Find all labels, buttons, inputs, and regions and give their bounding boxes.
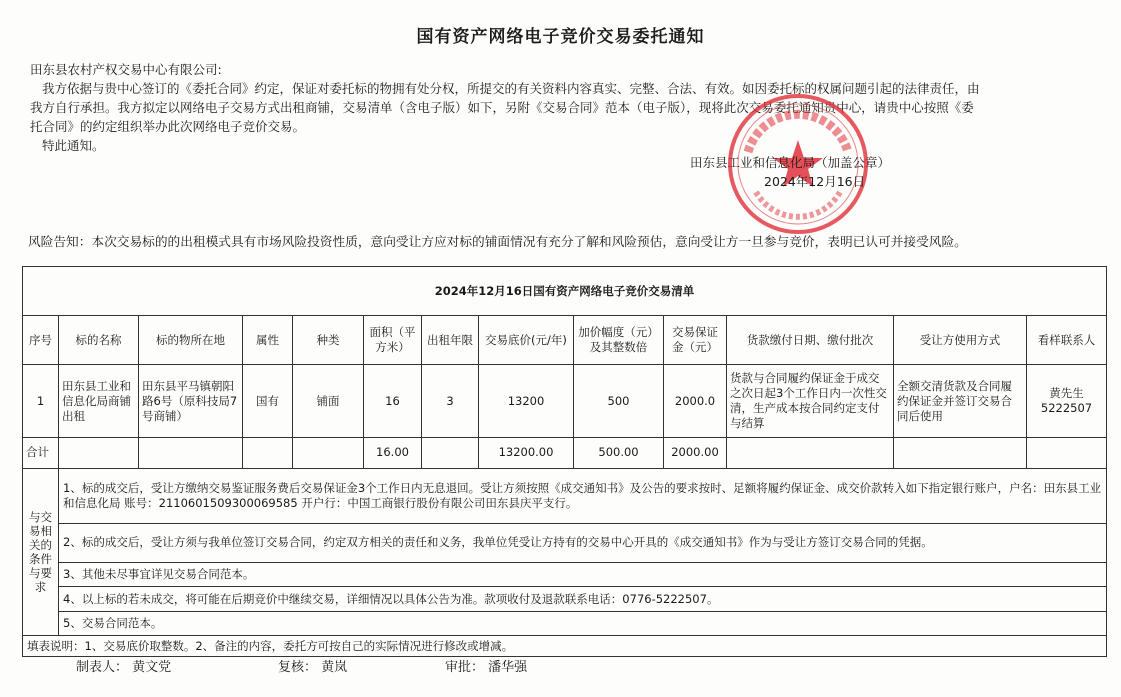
total-row (23, 437, 1107, 468)
header-cell: 货款缴付日期、缴付批次 (727, 316, 894, 365)
cell-payment-terms: 货款与合同履约保证金于成交之次日起3个工作日内一次性交清，生产成本按合同约定支付与结算 (727, 365, 894, 438)
table-caption: 2024年12月16日国有资产网络电子竞价交易清单 (23, 267, 1107, 316)
table-row (23, 365, 1107, 438)
header-cell: 标的物所在地 (139, 316, 243, 365)
table-header-row (23, 316, 1107, 365)
fill-note: 填表说明：1、交易底价取整数。2、备注的内容，委托方可按自己的实际情况进行修改或增减。 (23, 636, 1107, 657)
total-increment: 500.00 (574, 437, 664, 468)
condition-item: 4、以上标的若未成交，将可能在后期竞价中继续交易，详细情况以具体公告为准。款项收付及退款联系电话：0776-5222507。 (59, 587, 1107, 612)
total-label: 合计 (23, 437, 59, 468)
cell-attribute: 国有 (243, 365, 293, 438)
cell-item-name: 田东县工业和信息化局商铺出租 (59, 365, 139, 438)
body-line-1: 我方依据与贵中心签订的《委托合同》约定，保证对委托标的物拥有处分权，所提交的有关资料内容真实、完整、合法、有效。如因委托标的权属问题引起的法律责任，由 (42, 81, 980, 96)
header-cell: 加价幅度（元）及其整数倍 (574, 316, 664, 365)
condition-item: 1、标的成交后，受让方缴纳交易鉴证服务费后交易保证金3个工作日内无息退回。受让方须按照《成交通知书》及公告的要求按时、足额将履约保证金、成交价款转入如下指定银行账户，户名：田东县工业和信息化局 账号：2110601509300069585 开户行：中国工商银行股份有限公司田东县庆平支行。 (59, 468, 1107, 523)
cell-type: 铺面 (293, 365, 364, 438)
body-line-2: 我方自行承担。我方拟定以网络电子交易方式出租商铺，交易清单（含电子版）如下，另附《交易合同》范本（电子版），现将此次交易委托通知贵中心，请贵中心按照《委 (30, 100, 974, 115)
reviewer-signature: 复核： 黄岚 (278, 660, 348, 675)
cell-area: 16 (364, 365, 422, 438)
addressee: 田东县农村产权交易中心有限公司: (30, 62, 222, 77)
cell-deposit: 2000.0 (664, 365, 727, 438)
condition-row (23, 562, 1107, 587)
total-price: 13200.00 (479, 437, 574, 468)
total-deposit: 2000.00 (664, 437, 727, 468)
condition-item: 2、标的成交后，受让方须与我单位签订交易合同，约定双方相关的责任和义务，我单位凭受让方持有的交易中心开具的《成交通知书》作为与受让方签订交易合同的凭据。 (59, 523, 1107, 562)
header-cell: 种类 (293, 316, 364, 365)
condition-row (23, 611, 1107, 636)
cell-base-price: 13200 (479, 365, 574, 438)
cell-contact: 黄先生 5222507 (1027, 365, 1107, 438)
cell-lease-years: 3 (422, 365, 479, 438)
cell-usage-terms: 全额交清货款及合同履约保证金并签订交易合同后使用 (894, 365, 1027, 438)
conditions-label: 与交易相关的条件与要求 (23, 468, 59, 636)
transaction-list-table (22, 266, 1107, 657)
header-cell: 序号 (23, 316, 59, 365)
header-cell: 交易保证金（元） (664, 316, 727, 365)
header-cell: 受让方使用方式 (894, 316, 1027, 365)
cell-index: 1 (23, 365, 59, 438)
condition-row (23, 468, 1107, 523)
condition-row (23, 587, 1107, 612)
risk-notice: 风险告知：本次交易标的的出租模式具有市场风险投资性质，意向受让方应对标的铺面情况有充分了解和风险预估，意向受让方一旦参与竞价，表明已认可并接受风险。 (28, 234, 967, 249)
sign-date: 2024年12月16日 (764, 174, 866, 189)
header-cell: 出租年限 (422, 316, 479, 365)
fill-note-row (23, 636, 1107, 657)
closing-text: 特此通知。 (42, 138, 105, 153)
signer-name: 田东县工业和信息化局（加盖公章） (690, 155, 891, 170)
header-cell: 面积（平方米） (364, 316, 422, 365)
cell-location: 田东县平马镇朝阳路6号（原科技局7号商铺） (139, 365, 243, 438)
header-cell: 标的名称 (59, 316, 139, 365)
cell-increment: 500 (574, 365, 664, 438)
condition-item: 3、其他未尽事宜详见交易合同范本。 (59, 562, 1107, 587)
body-line-3: 托合同》的约定组织举办此次网络电子竞价交易。 (30, 119, 306, 134)
header-cell: 属性 (243, 316, 293, 365)
header-cell: 看样联系人 (1027, 316, 1107, 365)
document-title: 国有资产网络电子竞价交易委托通知 (416, 27, 705, 47)
approver-signature: 审批： 潘华强 (445, 660, 528, 675)
header-cell: 交易底价(元/年) (479, 316, 574, 365)
condition-row (23, 523, 1107, 562)
maker-signature: 制表人： 黄文党 (76, 660, 172, 675)
condition-item: 5、交易合同范本。 (59, 611, 1107, 636)
total-area: 16.00 (364, 437, 422, 468)
